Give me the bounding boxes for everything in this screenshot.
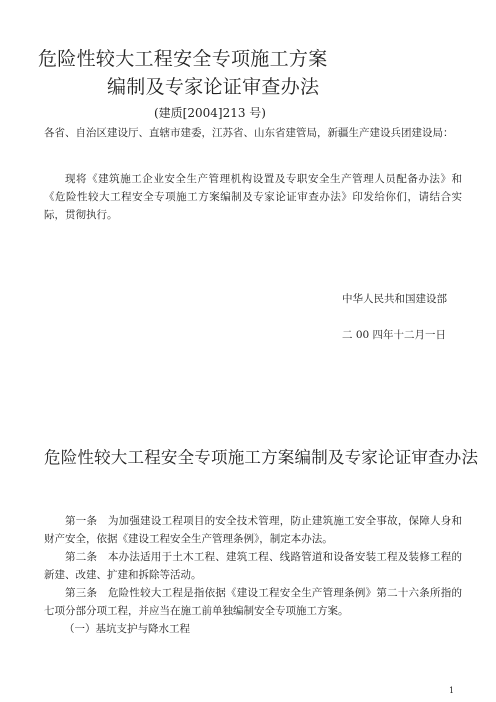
notice-paragraph: 现将《建筑施工企业安全生产管理机构设置及专职安全生产管理人员配备办法》和《危险性较大工程安全专项施工方案编制及专家论证审查办法》印发给你们，请结合实际，贯彻执行。 [44,173,462,221]
article-1: 第一条 为加强建设工程项目的安全技术管理，防止建筑施工安全事故，保障人身和财产安全，依据《建设工程安全生产管理条例》，制定本办法。 [44,515,462,545]
document-number: (建质[2004]213 号) [154,106,266,120]
addressees-line: 各省、自治区建设厅、直辖市建委，江苏省、山东省建管局，新疆生产建设兵团建设局： [44,127,454,139]
list-item-1: （一）基坑支护与降水工程 [64,623,190,635]
signature-organization: 中华人民共和国建设部 [342,293,447,305]
document-title-line-2: 编制及专家论证审查办法 [107,76,320,98]
document-title-line-1: 危险性较大工程安全专项施工方案 [38,48,328,70]
signature-date: 二 00 四年十二月一日 [342,329,447,341]
section-title: 危险性较大工程安全专项施工方案编制及专家论证审查办法 [44,448,479,467]
page-number: 1 [449,686,455,695]
article-3: 第三条 危险性较大工程是指依据《建设工程安全生产管理条例》第二十六条所指的七项分部分项工程，并应当在施工前单独编制安全专项施工方案。 [44,587,462,617]
article-2: 第二条 本办法适用于土木工程、建筑工程、线路管道和设备安装工程及装修工程的新建、改建、扩建和拆除等活动。 [44,551,462,581]
